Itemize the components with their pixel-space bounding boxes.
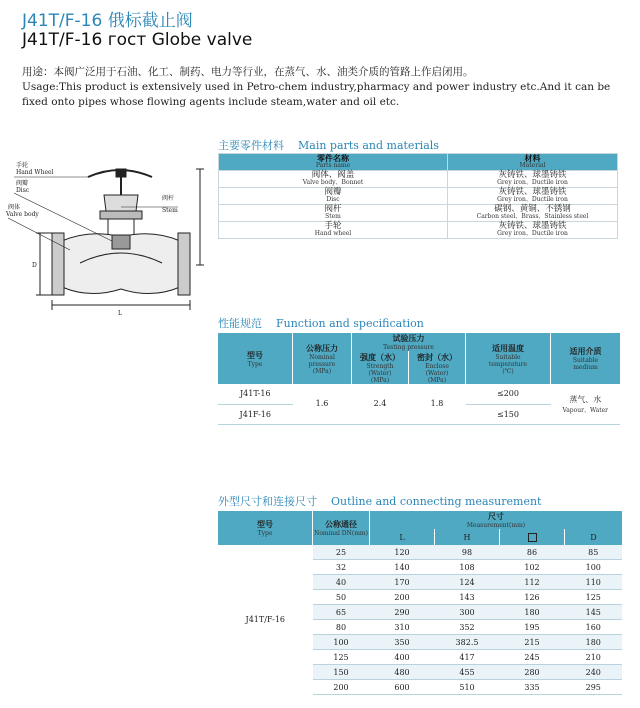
table-row: 100 350 382.5 215 180 bbox=[218, 635, 622, 650]
dims-table bbox=[218, 511, 622, 695]
spec-type1: J41T-16 bbox=[218, 384, 293, 404]
diagram-label-stem-cn: 阀杆 bbox=[162, 195, 175, 202]
table-row: 阀杆 Stem 碳钢、黄铜、不锈钢 Carbon steel、Brass、Stainless steel bbox=[219, 205, 618, 222]
diagram-label-d: D bbox=[32, 262, 37, 269]
dims-type-value: J41T/F-16 bbox=[218, 545, 313, 695]
diagram-label-hand-wheel-cn: 手轮 bbox=[16, 162, 29, 169]
spec-temp2: ≤150 bbox=[497, 409, 519, 419]
table-row: 150 480 455 280 240 bbox=[218, 665, 622, 680]
dims-col-square bbox=[500, 529, 565, 545]
diagram-label-disc-en: Disc bbox=[16, 187, 30, 194]
dims-col-size: 尺寸 Measurement(mm) bbox=[370, 511, 623, 529]
usage-en-text: Usage:This product is extensively used in Petro-chem industry,pharmacy and power industry etc.And it can be fixed onto pipes whose flowing agents include steam,water and oil etc. bbox=[22, 81, 611, 108]
table-row: 阀瓣 Disc 灰铸铁、球墨铸铁 Grey iron、Ductile iron bbox=[219, 188, 618, 205]
dims-section-title bbox=[218, 493, 541, 509]
table-row: 65 290 300 180 145 bbox=[218, 605, 622, 620]
table-row: 200 600 510 335 295 bbox=[218, 680, 622, 695]
parts-section-en: Main parts and materials bbox=[298, 139, 439, 152]
diagram-label-body-cn: 阀体 bbox=[8, 204, 21, 211]
valve-diagram bbox=[0, 155, 215, 325]
parts-col-material: 材料 Material bbox=[448, 154, 618, 171]
spec-temp1: ≤200 bbox=[466, 384, 551, 404]
spec-col-pn: 公称压力 Nominal pressure (MPa) bbox=[293, 333, 352, 384]
spec-medium: 蒸气、水 Vapour、Water bbox=[562, 394, 609, 414]
spec-strength: 2.4 bbox=[373, 399, 387, 409]
table-row: 32 140 108 102 100 bbox=[218, 560, 622, 575]
dims-col-d: D bbox=[565, 529, 623, 545]
table-row: 50 200 143 126 125 bbox=[218, 590, 622, 605]
square-icon bbox=[528, 533, 537, 542]
parts-table bbox=[218, 153, 618, 239]
dims-col-l: L bbox=[370, 529, 435, 545]
page-title: J41T/F-16 俄标截止阀 bbox=[22, 11, 193, 31]
diagram-label-disc-cn: 阀瓣 bbox=[16, 180, 29, 187]
spec-col-medium: 适用介质 Suitable medium bbox=[551, 333, 621, 384]
spec-pn: 1.6 bbox=[315, 399, 329, 409]
spec-seal: 1.8 bbox=[430, 399, 444, 409]
table-row: 80 310 352 195 160 bbox=[218, 620, 622, 635]
spec-col-temp: 适用温度 Suitable temperature (℃) bbox=[466, 333, 551, 384]
spec-col-seal: 密封（水） Enclose (Water) (MPa) bbox=[409, 351, 466, 384]
parts-col-name: 零件名称 Parts name bbox=[219, 154, 448, 171]
diagram-label-body-en: Valve body bbox=[6, 211, 39, 218]
table-row: 40 170 124 112 110 bbox=[218, 575, 622, 590]
dims-section-cn: 外型尺寸和连接尺寸 bbox=[218, 495, 317, 508]
table-row: 阀体、阀盖 Valve body、Bonnet 灰铸铁、球墨铸铁 Grey iron、Ductile iron bbox=[219, 171, 618, 188]
spec-section-cn: 性能规范 bbox=[218, 317, 262, 330]
diagram-label-hand-wheel-en: Hand Wheel bbox=[16, 169, 54, 176]
dims-section-en: Outline and connecting measurement bbox=[331, 495, 542, 508]
parts-section-cn: 主要零件材料 bbox=[218, 139, 284, 152]
spec-col-strength: 强度（水） Strength (Water) (MPa) bbox=[352, 351, 409, 384]
table-row: J41T/F-16 25 120 98 86 85 bbox=[218, 545, 622, 560]
spec-col-test: 试验压力 Testing pressure bbox=[352, 333, 466, 351]
diagram-label-l: L bbox=[118, 310, 122, 317]
spec-section-title bbox=[218, 315, 424, 331]
dims-col-dn: 公称通径 Nominal DN(mm) bbox=[313, 511, 370, 545]
page-subtitle: J41T/F-16 гост Globe valve bbox=[22, 30, 253, 50]
dims-col-h: H bbox=[435, 529, 500, 545]
table-row bbox=[218, 384, 620, 404]
table-row: 手轮 Hand wheel 灰铸铁、球墨铸铁 Grey iron、Ductile iron bbox=[219, 222, 618, 239]
spec-type2: J41F-16 bbox=[239, 409, 271, 419]
parts-section-title bbox=[218, 137, 439, 153]
table-row: 125 400 417 245 210 bbox=[218, 650, 622, 665]
diagram-label-stem-en: Stem bbox=[162, 207, 178, 214]
spec-col-type: 型号 Type bbox=[218, 333, 293, 384]
usage-cn-text: 用途：本阀广泛用于石油、化工、制药、电力等行业，在蒸气、水、油类介质的管路上作启闭用。 bbox=[22, 66, 474, 78]
dims-col-type: 型号 Type bbox=[218, 511, 313, 545]
spec-table bbox=[218, 333, 620, 425]
spec-section-en: Function and specification bbox=[276, 317, 424, 330]
